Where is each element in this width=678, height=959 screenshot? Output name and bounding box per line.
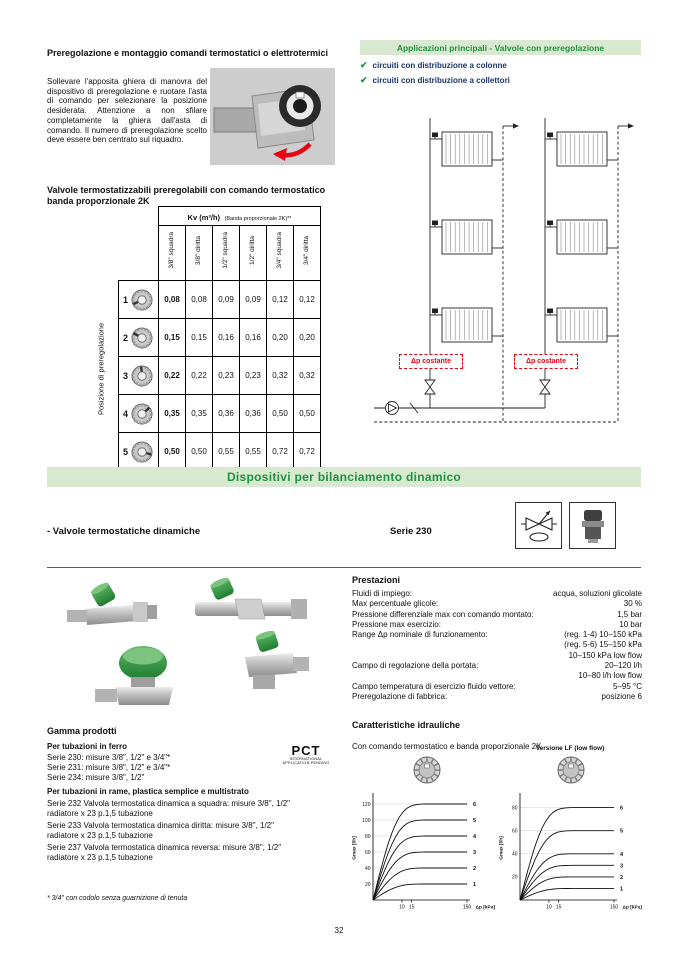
divider [47, 567, 641, 568]
kv-value: 0,36 [240, 395, 267, 433]
spec-row [352, 682, 642, 692]
list-item: Serie 232 Valvola termostatica dinamica a squadra: misure 3/8", 1/2" radiatore x 23 p.1,5 tubazione [47, 799, 290, 818]
svg-text:40: 40 [364, 865, 371, 872]
spec-row [352, 692, 642, 702]
ferro-list [47, 753, 277, 783]
application-item-label: circuiti con distribuzione a colonne [372, 61, 507, 70]
preset-dial-icon [130, 326, 154, 350]
preset-dial-icon [130, 364, 154, 388]
kv-column-header: 3/8" diritta [186, 226, 213, 281]
svg-text:20: 20 [364, 881, 371, 888]
application-item [360, 60, 641, 71]
preset-position-cell: 1 [119, 281, 159, 319]
spec-value: acqua, soluzioni glicolate [553, 589, 642, 598]
spec-label: Max percentuale glicole: [352, 599, 439, 609]
svg-text:6: 6 [473, 802, 477, 808]
gamma-heading: Gamma prodotti [47, 726, 117, 736]
list-item: Serie 231: misure 3/8", 1/2" e 3/4"* [47, 763, 171, 772]
svg-text:5: 5 [620, 828, 624, 835]
svg-text:2: 2 [473, 866, 477, 872]
kv-value: 0,12 [267, 281, 294, 319]
svg-text:120: 120 [362, 801, 371, 808]
preset-mechanism-photo [210, 68, 335, 165]
kv-value: 0,35 [186, 395, 213, 433]
kv-value: 0,15 [159, 319, 186, 357]
kv-value: 0,12 [294, 281, 321, 319]
check-icon: ✔ [360, 60, 368, 70]
preset-dial-icon [130, 288, 154, 312]
check-icon: ✔ [360, 75, 368, 85]
page-number: 32 [334, 926, 344, 935]
preset-dial-icon [130, 440, 154, 464]
spec-value: 30 % [623, 599, 642, 609]
spec-label: Pressione differenziale max con comando montato: [352, 609, 534, 619]
spec-label: Fluidi di impiego: [352, 589, 413, 598]
svg-text:4: 4 [620, 851, 624, 858]
spec-value: 10–80 l/h low flow [578, 671, 642, 681]
kv-value: 0,23 [213, 357, 240, 395]
kv-value: 0,50 [186, 433, 213, 471]
svg-text:10: 10 [399, 904, 405, 911]
kv-row [119, 433, 321, 471]
kv-table-title: Valvole termostatizzabili preregolabili con comando termostatico banda proporzionale 2K [47, 185, 326, 206]
list-item: Serie 233 Valvola termostatica dinamica diritta: misure 3/8", 1/2" radiatore x 23 p.1,5 tubazione [47, 821, 274, 840]
flow-chart [350, 788, 496, 920]
intro-body-text: Sollevare l'apposita ghiera di manovra del dispositivo di preregolazione e ruotare l'asta di comando per selezionare la posizione desiderata. Attenzione a non sfilare completamente la ghiera dall'asta di comando. Il numero di preregolazione scelto deve essere ben centrato sul riquadro. [47, 77, 207, 145]
svg-text:2: 2 [620, 874, 624, 881]
kv-column-header: 3/4" squadra [267, 226, 294, 281]
preset-position-cell: 4 [119, 395, 159, 433]
svg-text:60: 60 [364, 849, 371, 856]
intro-heading: Preregolazione e montaggio comandi termostatici o elettrotermici [47, 48, 329, 59]
kv-value: 0,16 [213, 319, 240, 357]
preset-position-cell: 3 [119, 357, 159, 395]
spec-row [352, 630, 642, 640]
kv-value: 0,20 [267, 319, 294, 357]
pct-logo [278, 744, 334, 766]
kv-value: 0,36 [213, 395, 240, 433]
kv-label: Kv (m³/h) [187, 213, 221, 222]
kv-value: 0,50 [294, 395, 321, 433]
svg-text:5: 5 [473, 818, 477, 824]
valve-angle-small [67, 581, 157, 625]
kv-value: 0,09 [240, 281, 267, 319]
thermostatic-knob-icon [412, 755, 442, 785]
applications-header: Applicazioni principali - Valvole con preregolazione [360, 40, 641, 55]
kv-value: 0,08 [159, 281, 186, 319]
svg-text:Δp [kPa]: Δp [kPa] [475, 905, 495, 911]
lf-version-label: Versione LF (low flow) [535, 745, 605, 752]
kv-row [119, 319, 321, 357]
kv-column-header: 1/2" squadra [213, 226, 240, 281]
spec-row [352, 640, 642, 650]
preset-mechanism-illustration [210, 68, 335, 165]
valve-angle-reversa [245, 629, 309, 689]
dp-costante-label: Δp costante [514, 354, 578, 369]
spec-row [352, 589, 642, 599]
flow-chart-lf [497, 788, 643, 920]
kv-row [119, 357, 321, 395]
spec-row [352, 610, 642, 620]
kv-value: 0,32 [267, 357, 294, 395]
list-item: Serie 234: misure 3/8", 1/2" [47, 773, 145, 782]
svg-text:80: 80 [364, 833, 371, 840]
application-item-label: circuiti con distribuzione a collettori [372, 76, 510, 85]
svg-text:3: 3 [620, 863, 624, 870]
kv-value: 0,22 [159, 357, 186, 395]
rame-list [47, 799, 292, 866]
spec-value: 10–150 kPa low flow [568, 650, 642, 660]
kv-table [118, 206, 321, 471]
kv-value: 0,08 [186, 281, 213, 319]
pct-title: PCT [291, 743, 321, 758]
spec-label: Campo di regolazione della portata: [352, 661, 479, 671]
spec-label: Range Δp nominale di funzionamento: [352, 630, 488, 640]
kv-side-label: Posizione di preregolazione [96, 322, 106, 416]
spec-row [352, 661, 642, 671]
spec-value: 5–95 °C [613, 681, 642, 691]
idrauliche-heading: Caratteristiche idrauliche [352, 720, 461, 730]
idrauliche-subheading: Con comando termostatico e banda proporzionale 2K [352, 742, 542, 751]
kv-value: 0,15 [186, 319, 213, 357]
svg-text:1: 1 [473, 882, 477, 888]
kv-row [119, 395, 321, 433]
kv-value: 0,50 [267, 395, 294, 433]
preset-dial-icon [130, 402, 154, 426]
svg-text:1: 1 [620, 886, 624, 893]
svg-text:150: 150 [462, 904, 472, 911]
valve-schematic-icon [515, 502, 562, 549]
pct-subtitle: INTERNATIONAL APPLICATION PENDING [282, 757, 330, 766]
spec-value: (reg. 5-6) 15–150 kPa [564, 640, 642, 650]
kv-value: 0,20 [294, 319, 321, 357]
svg-text:80: 80 [511, 805, 518, 812]
band-label: (Banda proporzionale 2K)** [224, 216, 292, 222]
ferro-heading: Per tubazioni in ferro [47, 742, 128, 751]
spec-label: Preregolazione di fabbrica: [352, 691, 448, 701]
kv-value: 0,09 [213, 281, 240, 319]
kv-value: 0,23 [240, 357, 267, 395]
thermostatic-knob-lf-icon [556, 755, 586, 785]
spec-value: (reg. 1-4) 10–150 kPa [564, 630, 642, 640]
spec-row [352, 620, 642, 630]
kv-value: 0,16 [240, 319, 267, 357]
spec-row [352, 651, 642, 661]
thermostatic-head-icon [569, 502, 616, 549]
svg-text:Gmax [l/h]: Gmax [l/h] [352, 836, 358, 860]
spec-value: 20–120 l/h [604, 661, 642, 671]
section-banner: Dispositivi per bilanciamento dinamico [47, 467, 641, 487]
series-name: - Valvole termostatiche dinamiche [47, 526, 201, 537]
kv-column-header: 1/2" diritta [240, 226, 267, 281]
spec-row [352, 599, 642, 609]
rame-heading: Per tubazioni in rame, plastica semplice e multistrato [47, 787, 249, 796]
kv-value: 0,32 [294, 357, 321, 395]
svg-text:15: 15 [408, 904, 415, 911]
prestazioni-heading: Prestazioni [352, 575, 401, 585]
svg-text:100: 100 [362, 817, 371, 824]
valve-big-knob [95, 646, 173, 705]
kv-column-header: 3/8" squadra [159, 226, 186, 281]
dp-costante-label: Δp costante [399, 354, 463, 369]
kv-value: 0,35 [159, 395, 186, 433]
kv-row [119, 281, 321, 319]
spec-value: posizione 6 [601, 691, 642, 701]
svg-text:Gmax [l/h]: Gmax [l/h] [499, 836, 505, 860]
kv-value: 0,50 [159, 433, 186, 471]
svg-text:20: 20 [511, 874, 518, 881]
kv-column-header: 3/4" diritta [294, 226, 321, 281]
svg-text:15: 15 [555, 904, 562, 911]
application-item [360, 75, 641, 86]
product-photo [47, 577, 332, 725]
footnote: * 3/4" con codolo senza guarnizione di tenuta [47, 895, 188, 902]
list-item: Serie 237 Valvola termostatica dinamica reversa: misure 3/8", 1/2" radiatore x 23 p.1,5 tubazione [47, 843, 282, 862]
list-item: Serie 230: misure 3/8", 1/2" e 3/4"* [47, 753, 171, 762]
spec-list [352, 589, 642, 702]
svg-text:60: 60 [511, 828, 518, 835]
kv-table-header [159, 207, 321, 226]
series-code: Serie 230 [390, 526, 432, 537]
installation-diagram [358, 92, 642, 464]
kv-value: 0,72 [294, 433, 321, 471]
spec-label: Pressione max esercizio: [352, 619, 441, 629]
spec-value: 1,5 bar [617, 609, 642, 619]
preset-position-cell: 5 [119, 433, 159, 471]
svg-text:Δp [kPa]: Δp [kPa] [622, 905, 642, 911]
svg-text:150: 150 [609, 904, 619, 911]
kv-value: 0,55 [213, 433, 240, 471]
applications-list [360, 60, 641, 90]
kv-value: 0,22 [186, 357, 213, 395]
kv-value: 0,55 [240, 433, 267, 471]
svg-text:40: 40 [511, 851, 518, 858]
svg-text:3: 3 [473, 850, 477, 856]
svg-text:10: 10 [546, 904, 552, 911]
valve-straight [195, 577, 307, 619]
spec-row [352, 671, 642, 681]
svg-text:4: 4 [473, 834, 477, 840]
spec-value: 10 bar [619, 619, 642, 629]
svg-text:6: 6 [620, 805, 624, 812]
preset-position-cell: 2 [119, 319, 159, 357]
spec-label: Campo temperatura di esercizio fluido vettore: [352, 681, 516, 691]
kv-value: 0,72 [267, 433, 294, 471]
